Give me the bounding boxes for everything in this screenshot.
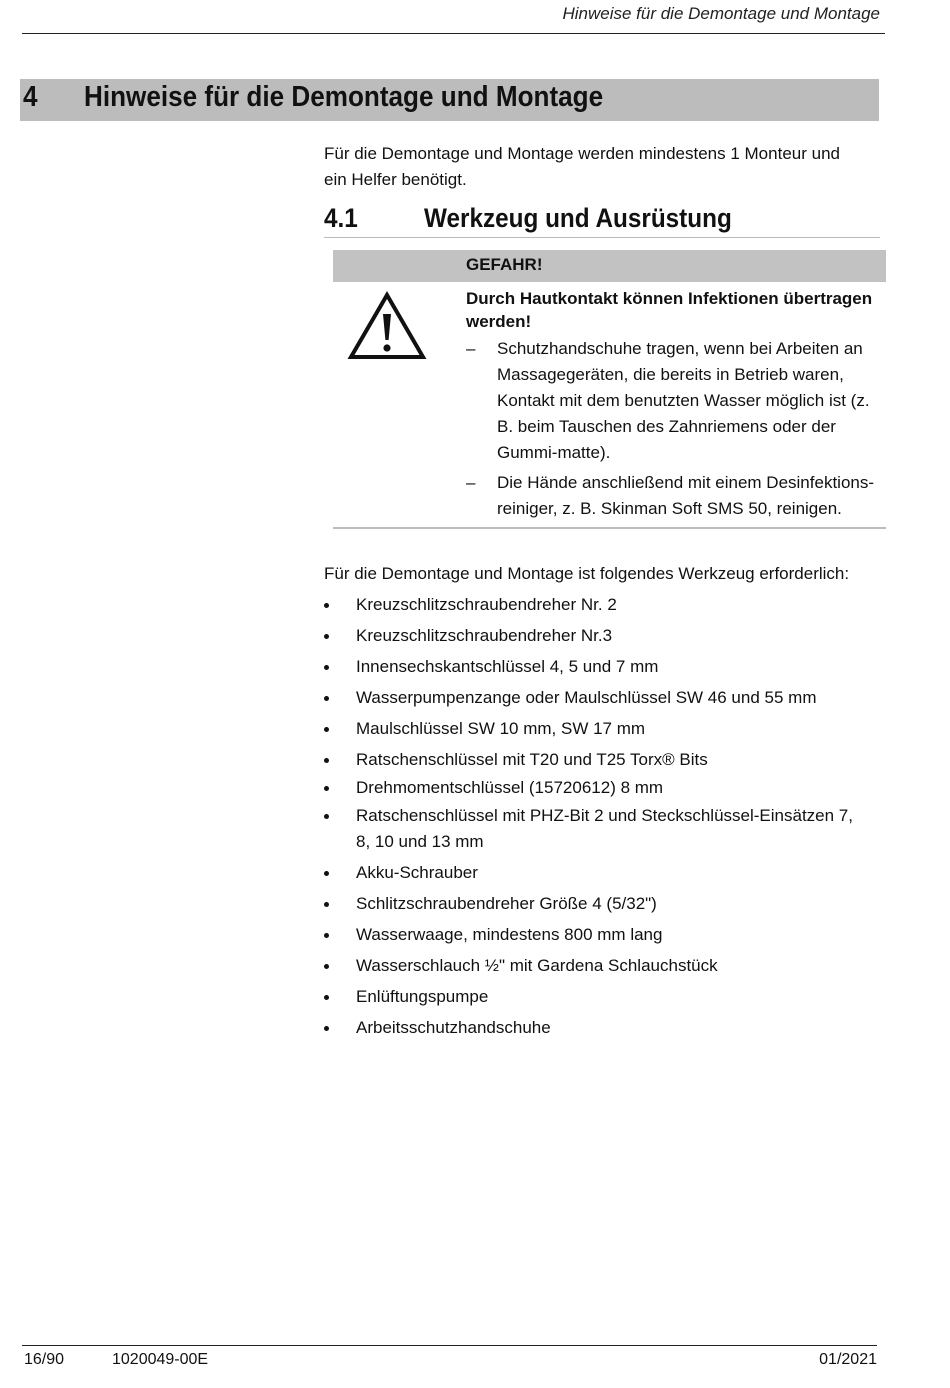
running-header: Hinweise für die Demontage und Montage <box>562 4 880 23</box>
bullet-icon <box>324 1026 329 1031</box>
bullet-icon <box>324 786 329 791</box>
list-item-text: Ratschenschlüssel mit T20 und T25 Torx® Bits <box>356 750 708 769</box>
warning-label: GEFAHR! <box>466 255 543 274</box>
list-item <box>324 747 864 773</box>
bullet-icon <box>324 634 329 639</box>
bullet-icon <box>324 727 329 732</box>
list-item-text: Kreuzschlitzschraubendreher Nr. 2 <box>356 595 617 614</box>
list-item <box>324 592 864 618</box>
warning-body <box>466 287 876 522</box>
bullet-icon <box>324 995 329 1000</box>
bullet-icon <box>324 758 329 763</box>
bullet-icon <box>324 696 329 701</box>
chapter-heading <box>20 79 879 121</box>
list-item-text: Arbeitsschutzhandschuhe <box>356 1018 551 1037</box>
list-item <box>324 953 864 979</box>
list-item-text: Wasserschlauch ½" mit Gardena Schlauchstück <box>356 956 718 975</box>
dash-marker: – <box>466 473 476 492</box>
warning-item-text: Die Hände anschließend mit einem Desinfektions-reiniger, z. B. Skinman Soft SMS 50, reinigen. <box>497 473 875 518</box>
dash-marker: – <box>466 339 476 358</box>
list-item-text: Kreuzschlitzschraubendreher Nr.3 <box>356 626 613 645</box>
list-item-text: Akku-Schrauber <box>356 863 478 882</box>
warning-item <box>466 470 876 522</box>
document-number: 1020049-00E <box>112 1351 209 1368</box>
section-heading <box>324 203 880 238</box>
chapter-number: 4 <box>23 81 38 113</box>
list-item <box>324 775 864 801</box>
list-item <box>324 623 864 649</box>
bullet-icon <box>324 665 329 670</box>
section-title: Werkzeug und Ausrüstung <box>424 203 732 233</box>
intro-paragraph: Für die Demontage und Montage werden mindestens 1 Monteur und ein Helfer benötigt. <box>324 144 840 189</box>
list-item <box>324 1015 864 1041</box>
page-number: 16/90 <box>24 1351 65 1368</box>
warning-bottom-rule <box>333 527 886 529</box>
footer-rule <box>22 1345 877 1346</box>
document-date: 01/2021 <box>819 1351 877 1368</box>
list-item-text: Innensechskantschlüssel 4, 5 und 7 mm <box>356 657 659 676</box>
list-item <box>324 716 864 742</box>
warning-triangle-icon <box>347 290 427 360</box>
list-item-text: Wasserwaage, mindestens 800 mm lang <box>356 925 663 944</box>
list-item <box>324 860 864 886</box>
list-item-text: Wasserpumpenzange oder Maulschlüssel SW 46 und 55 mm <box>356 688 817 707</box>
list-item <box>324 654 864 680</box>
list-item-text: Ratschenschlüssel mit PHZ-Bit 2 und Steckschlüssel-Einsätzen 7, 8, 10 und 13 mm <box>356 806 853 851</box>
list-item-text: Maulschlüssel SW 10 mm, SW 17 mm <box>356 719 646 738</box>
warning-bar <box>333 250 886 282</box>
list-item <box>324 685 864 711</box>
list-item-text: Enlüftungspumpe <box>356 987 489 1006</box>
header-rule <box>22 33 885 34</box>
warning-item-text: Schutzhandschuhe tragen, wenn bei Arbeiten an Massagegeräten, die bereits in Betrieb waren, Kontakt mit dem benutzten Wasser möglich ist (z. B. beim Tauschen des Zahnriemens oder der Gummi-matte). <box>497 339 870 462</box>
warning-headline: Durch Hautkontakt können Infektionen übertragen werden! <box>466 289 873 331</box>
bullet-icon <box>324 964 329 969</box>
bullet-icon <box>324 933 329 938</box>
list-item <box>324 922 864 948</box>
tools-list <box>324 592 864 1046</box>
list-item-text: Drehmomentschlüssel (15720612) 8 mm <box>356 778 664 797</box>
tools-intro: Für die Demontage und Montage ist folgendes Werkzeug erforderlich: <box>324 564 850 583</box>
list-item <box>324 984 864 1010</box>
bullet-icon <box>324 603 329 608</box>
list-item-text: Schlitzschraubendreher Größe 4 (5/32") <box>356 894 657 913</box>
warning-item <box>466 336 876 466</box>
bullet-icon <box>324 814 329 819</box>
list-item <box>324 803 864 855</box>
chapter-title: Hinweise für die Demontage und Montage <box>84 81 604 113</box>
bullet-icon <box>324 871 329 876</box>
section-number: 4.1 <box>324 203 358 233</box>
bullet-icon <box>324 902 329 907</box>
list-item <box>324 891 864 917</box>
